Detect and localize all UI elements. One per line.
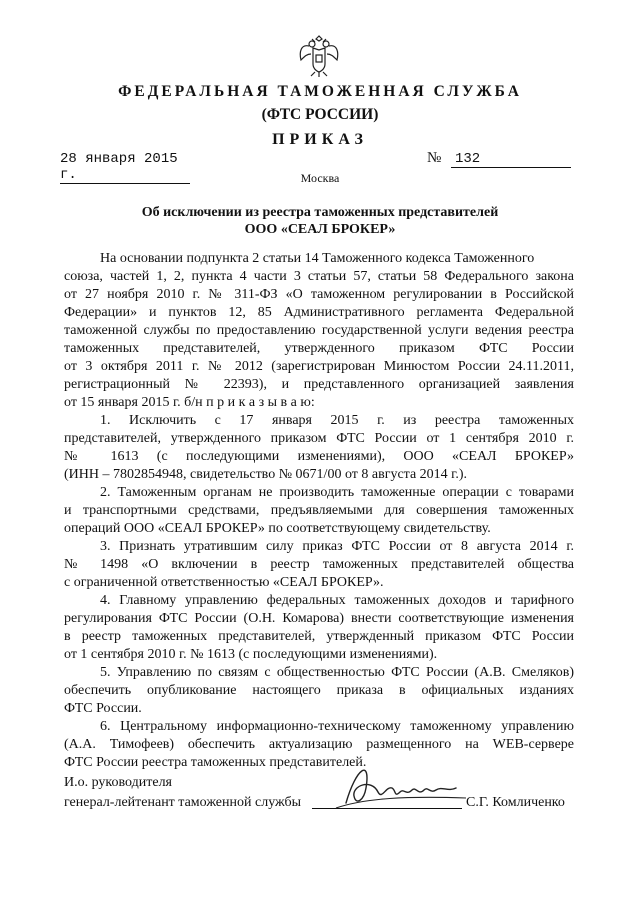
body-line: от 3 октября 2011 г. № 2012 (зарегистрирован Минюстом России 24.11.2011, xyxy=(64,359,574,374)
agency-name: ФЕДЕРАЛЬНАЯ ТАМОЖЕННАЯ СЛУЖБА xyxy=(118,83,522,100)
body-line: На основании подпункта 2 статьи 14 Таможенного кодекса Таможенного xyxy=(100,251,535,266)
clause-5-line: обеспечить опубликование настоящего приказа в официальных изданиях xyxy=(64,683,574,698)
clause-3-line: № 1498 «О включении в реестр таможенных представителей общества xyxy=(64,557,574,572)
clause-6-line: 6. Центральному информационно-техническому таможенному управлению xyxy=(100,719,574,734)
clause-4-line: от 1 сентября 2010 г. № 1613 (с последующими изменениями). xyxy=(64,647,438,662)
signatory-name: С.Г. Комличенко xyxy=(466,795,565,810)
clause-1-line: представителей, утвержденного приказом ФТС России от 1 сентября 2010 г. xyxy=(64,431,574,446)
russian-coat-of-arms-icon xyxy=(297,30,341,78)
clause-6-line: ФТС России реестра таможенных представителей. xyxy=(64,755,367,770)
clause-4-line: 4. Главному управлению федеральных таможенных доходов и тарифного xyxy=(100,593,574,608)
order-date: 28 января 2015 г. xyxy=(60,151,190,184)
handwritten-signature xyxy=(326,748,476,818)
body-line: таможенных представителей, утвержденного приказом ФТС России xyxy=(64,341,574,356)
clause-2-line: операций ООО «СЕАЛ БРОКЕР» по соответствующему свидетельству. xyxy=(64,521,491,536)
clause-1-line: № 1613 (с последующими изменениями), ООО «СЕАЛ БРОКЕР» xyxy=(64,449,574,464)
body-line: союза, частей 1, 2, пункта 4 части 3 статьи 57, статьи 58 Федерального закона xyxy=(64,269,574,284)
clause-1-line: 1. Исключить с 17 января 2015 г. из реестра таможенных xyxy=(100,413,574,428)
clause-3-line: 3. Признать утратившим силу приказ ФТС России от 8 августа 2014 г. xyxy=(100,539,574,554)
body-line: от 15 января 2015 г. б/н п р и к а з ы в а ю: xyxy=(64,395,315,410)
order-title-line-2: ООО «СЕАЛ БРОКЕР» xyxy=(244,222,396,237)
signatory-position-line-1: И.о. руководителя xyxy=(64,775,173,790)
body-line: таможенной службы по предоставлению государственной услуги ведения реестра xyxy=(64,323,574,338)
agency-abbreviation: (ФТС РОССИИ) xyxy=(261,106,379,123)
clause-2-line: 2. Таможенным органам не производить таможенные операции с товарами xyxy=(100,485,574,500)
clause-5-line: 5. Управлению по связям с общественностью ФТС России (А.В. Смеляков) xyxy=(100,665,574,680)
clause-3-line: с ограниченной ответственностью «СЕАЛ БРОКЕР». xyxy=(64,575,384,590)
body-line: от 27 ноября 2010 г. № 311-ФЗ «О таможенном регулировании в Российской xyxy=(64,287,574,302)
clause-4-line: в реестр таможенных представителей, утвержденный приказом ФТС России xyxy=(64,629,574,644)
clause-5-line: ФТС России. xyxy=(64,701,142,716)
clause-1-line: (ИНН – 7802854948, свидетельство № 0671/00 от 8 августа 2014 г.). xyxy=(64,467,467,482)
number-sign: № xyxy=(427,150,442,166)
clause-6-line: (А.А. Тимофеев) обеспечить актуализацию размещенного на WEB-сервере xyxy=(64,737,574,752)
order-title-line-1: Об исключении из реестра таможенных представителей xyxy=(141,205,499,220)
body-line: Федерации» и пунктов 12, 85 Административного регламента Федеральной xyxy=(64,305,574,320)
body-line: регистрационный № 22393), и представленного организацией заявления xyxy=(64,377,574,392)
issue-city: Москва xyxy=(300,171,340,185)
clause-4-line: регулирования ФТС России (О.Н. Комарова) внести соответствующие изменения xyxy=(64,611,574,626)
signatory-position-line-2: генерал-лейтенант таможенной службы xyxy=(64,795,302,810)
document-type: ПРИКАЗ xyxy=(272,131,368,148)
order-number: 132 xyxy=(451,151,571,168)
clause-2-line: и транспортными средствами, предъявляемыми для совершения таможенных xyxy=(64,503,574,518)
